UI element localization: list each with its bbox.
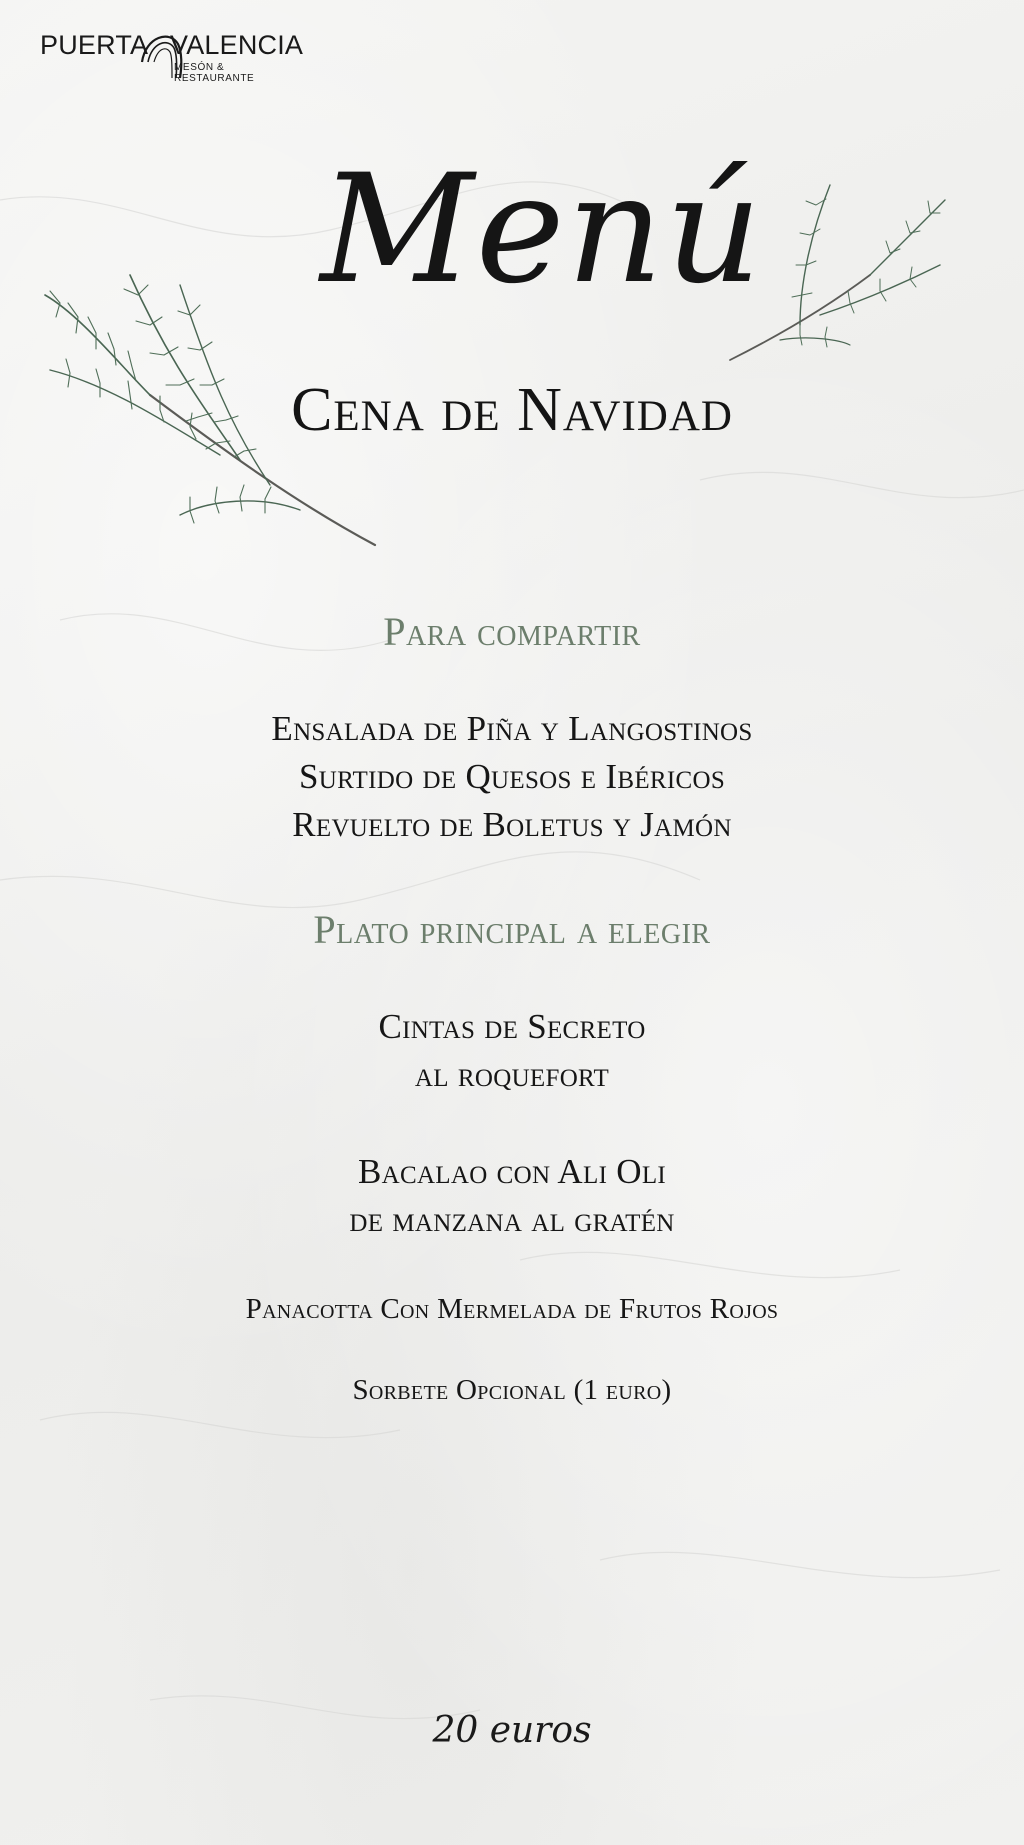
extra-item: Sorbete Opcional (1 euro)	[352, 1374, 672, 1406]
section-title-shared: Para compartir	[383, 609, 641, 654]
main-option-line: Cintas de Secreto	[378, 1007, 646, 1046]
menu-price: 20 euros	[432, 1710, 592, 1751]
main-option-1	[0, 1003, 1024, 1099]
logo-word-puerta: PUERTA	[40, 30, 149, 60]
main-option-line: de manzana al gratén	[349, 1200, 675, 1239]
logo-tagline: MESÓN & RESTAURANTE	[174, 62, 255, 84]
restaurant-logo	[40, 28, 304, 86]
shared-dishes-list	[0, 705, 1024, 849]
main-option-2	[0, 1148, 1024, 1244]
menu-subtitle: Cena de Navidad	[291, 376, 733, 444]
main-option-line: al roquefort	[414, 1055, 610, 1094]
section-title-main: Plato principal a elegir	[313, 907, 711, 952]
main-option-line: Bacalao con Ali Oli	[357, 1152, 667, 1191]
list-item: Ensalada de Piña y Langostinos	[271, 709, 753, 748]
list-item: Revuelto de Boletus y Jamón	[292, 805, 732, 844]
list-item: Surtido de Quesos e Ibéricos	[298, 757, 726, 796]
menu-title: Menú	[320, 143, 764, 317]
logo-word-valencia: VALENCIA	[170, 30, 304, 60]
dessert-item: Panacotta Con Mermelada de Frutos Rojos	[245, 1293, 779, 1325]
